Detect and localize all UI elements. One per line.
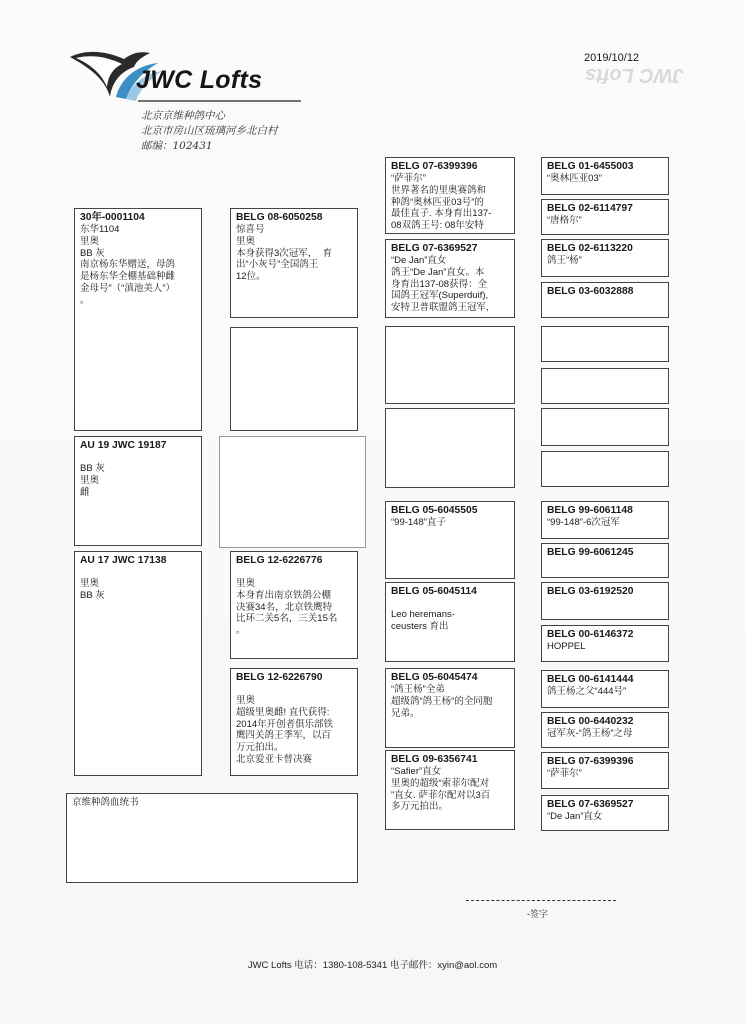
empty-bird-box [230, 327, 358, 431]
ring-number: BELG 05-6045505 [391, 505, 478, 516]
ring-number: BELG 07-6369527 [547, 799, 634, 810]
bird-box: BELG 05-6045114 Leo heremans- ceusters 育出 [385, 582, 515, 662]
bird-box: BELG 01-6455003 “奥林匹亚03” [541, 157, 669, 195]
bird-box [541, 582, 669, 620]
bird-box: BELG 07-6399396 “萨菲尔” 世界著名的里奥赛鸽和 种鸽“奥林匹亚03号”的 最佳直子. 本身育出137- 08双鸽王号: 08年安特 [385, 157, 515, 234]
bird-box [541, 282, 669, 318]
ring-number: BELG 03-6192520 [547, 586, 634, 597]
empty-bird-box [541, 408, 669, 446]
bird-box: BELG 00-6146372 HOPPEL [541, 625, 669, 662]
address-line-3: 邮编：102431 [141, 140, 213, 152]
ring-number: BELG 07-6369527 [391, 243, 478, 254]
ring-number: BELG 07-6399396 [547, 756, 634, 767]
bird-box [541, 543, 669, 578]
bird-box: BELG 08-6050258 惊喜号 里奥 本身获得3次冠军， 育 出“小灰号”全国鸽王 12位。 [230, 208, 358, 318]
document-date: 2019/10/12 [584, 52, 640, 64]
ring-number: BELG 07-6399396 [391, 161, 478, 172]
empty-bird-box [219, 436, 366, 548]
ring-number: BELG 03-6032888 [547, 286, 634, 297]
empty-bird-box [541, 368, 669, 404]
bird-box: BELG 02-6113220 鸽王“杨” [541, 239, 669, 277]
bird-box: AU 19 JWC 19187 BB 灰 里奥 雌 [74, 436, 202, 546]
bird-box: BELG 07-6369527 “De Jan”直女 鸽王“De Jan”直女。本 身育出137-08获得：全 国鸽王冠军(Superduif), 安特卫普联盟鸽王冠军, [385, 239, 515, 318]
notes-box [66, 793, 358, 883]
empty-bird-box [541, 451, 669, 487]
bird-box: BELG 12-6226776 里奥 本身育出南京铁鸽公棚 决赛34名，北京铁鹰特 比环二关5名，三关15名 。 [230, 551, 358, 659]
subject-bird-box: 30年-0001104 东华1104 里奥 BB 灰 南京杨东华赠送，母鸽 是杨东华全棚基础种雌 金母号”（“滇池美人”） 。 [74, 208, 202, 431]
ring-number: BELG 00-6440232 [547, 716, 634, 727]
footer-contact: JWC Lofts 电话：1380-108-5341 电子邮件：xyin@aol.com [247, 960, 498, 971]
watermark: JWC Lofts [585, 64, 684, 86]
bird-box: BELG 07-6399396 “萨菲尔” [541, 752, 669, 789]
empty-bird-box [385, 408, 515, 488]
bird-box: BELG 99-6061148 “99-148”-6次冠军 [541, 501, 669, 539]
ring-number: BELG 99-6061148 [547, 505, 633, 516]
bird-box: BELG 05-6045505 “99-148”直子 [385, 501, 515, 579]
ring-number: 30年-0001104 [80, 212, 145, 223]
bird-box: AU 17 JWC 17138 里奥 BB 灰 [74, 551, 202, 776]
ring-number: BELG 12-6226790 [236, 672, 323, 683]
ring-number: BELG 08-6050258 [236, 212, 323, 223]
empty-bird-box [541, 326, 669, 362]
ring-number: BELG 01-6455003 [547, 161, 634, 172]
ring-number: BELG 05-6045114 [391, 586, 477, 597]
ring-number: BELG 12-6226776 [236, 555, 323, 566]
bird-box: BELG 09-6356741 “Safier”直女 里奥的超级“索菲尔配对 ”直女. 萨菲尔配对以3百 多万元拍出。 [385, 750, 515, 830]
bird-box: BELG 07-6369527 “De Jan”直女 [541, 795, 669, 831]
ring-number: BELG 02-6113220 [547, 243, 633, 254]
ring-number: BELG 05-6045474 [391, 672, 478, 683]
ring-number: AU 17 JWC 17138 [80, 555, 167, 566]
address-line-1: 北京京维种鸽中心 [141, 110, 225, 122]
empty-bird-box [385, 326, 515, 404]
bird-box: BELG 00-6440232 冠军灰-“鸽王杨”之母 [541, 712, 669, 748]
address-line-2: 北京市房山区琉璃河乡北白村 [141, 125, 278, 137]
ring-number: AU 19 JWC 19187 [80, 440, 167, 451]
bird-box: BELG 00-6141444 鸽王杨之父“444号” [541, 670, 669, 708]
ring-number: BELG 00-6146372 [547, 629, 634, 640]
ring-number: BELG 09-6356741 [391, 754, 478, 765]
ring-number: BELG 99-6061245 [547, 547, 634, 558]
signature-label: -签字 [527, 909, 548, 919]
bird-box: BELG 02-6114797 “唐格尔” [541, 199, 669, 235]
ring-number: BELG 00-6141444 [547, 674, 634, 685]
bird-box: BELG 05-6045474 “鸽王杨”全弟 超级鸽“鸽王杨”的全同胞 兄弟。 [385, 668, 515, 748]
signature-line [466, 900, 616, 901]
ring-number: BELG 02-6114797 [547, 203, 633, 214]
bird-box: BELG 12-6226790 里奥 超级里奥雌! 直代获得: 2014年开创者俱乐部铁 鹰四关鸽王季军，以百 万元拍出。 北京爱亚卡替决赛 [230, 668, 358, 776]
brand-name: JWC Lofts [136, 66, 263, 94]
notes-label: 京维种鸽血统书 [72, 797, 139, 808]
